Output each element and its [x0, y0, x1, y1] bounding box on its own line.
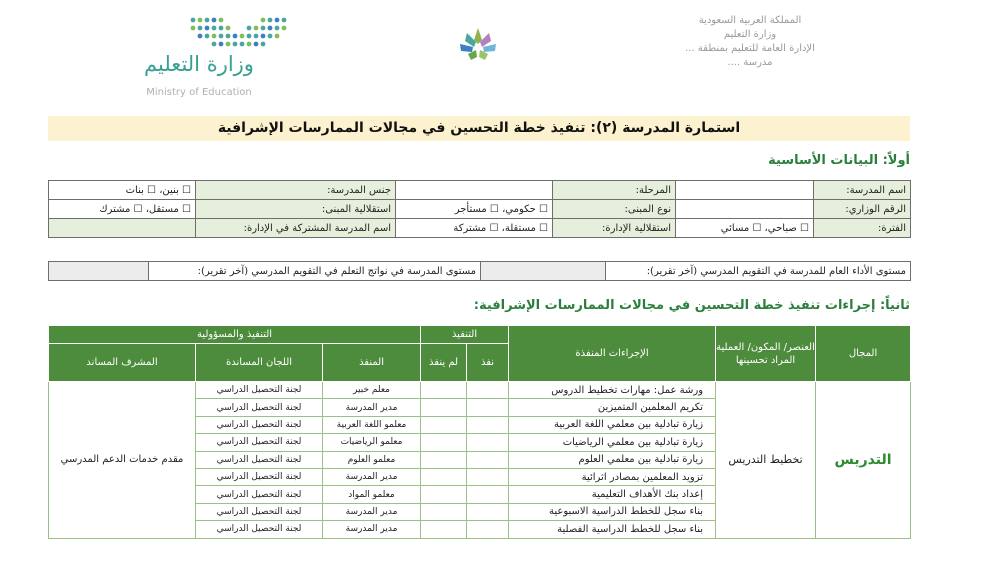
- done-cell[interactable]: [467, 503, 509, 520]
- procedure-cell: تزويد المعلمين بمصادر اثرائية: [509, 468, 716, 485]
- executor-cell: معلمو المواد: [323, 486, 421, 503]
- committee-cell: لجنة التحصيل الدراسي: [196, 503, 323, 520]
- building-type-label: نوع المبنى:: [553, 200, 676, 219]
- vision-leaf-logo-icon: [455, 24, 501, 64]
- performance-row: [49, 262, 911, 281]
- stage-label: المرحلة:: [553, 181, 676, 200]
- committee-cell: لجنة التحصيل الدراسي: [196, 521, 323, 538]
- procedure-cell: إعداد بنك الأهداف التعليمية: [509, 486, 716, 503]
- header-executor: المنفذ: [323, 344, 421, 382]
- done-cell[interactable]: [467, 521, 509, 538]
- section-basic-data-heading: أولاً: البيانات الأساسية: [768, 153, 910, 168]
- committee-cell: لجنة التحصيل الدراسي: [196, 416, 323, 433]
- gender-options[interactable]: ☐ بنين، ☐ بنات: [49, 181, 196, 200]
- learning-outcomes-label: مستوى المدرسة في نواتج التعلم في التقويم المدرسي (آخر تقرير):: [149, 262, 481, 281]
- done-cell[interactable]: [467, 451, 509, 468]
- header-line-3: الإدارة العامة للتعليم بمنطقة ...: [685, 43, 815, 54]
- executor-cell: مدير المدرسة: [323, 521, 421, 538]
- committee-cell: لجنة التحصيل الدراسي: [196, 434, 323, 451]
- committee-cell: لجنة التحصيل الدراسي: [196, 451, 323, 468]
- procedure-cell: بناء سجل للخطط الدراسية الاسبوعية: [509, 503, 716, 520]
- period-label: الفترة:: [814, 219, 911, 238]
- header-not-done: لم ينفذ: [421, 344, 467, 382]
- ministry-logo-english: Ministry of Education: [146, 87, 252, 98]
- not-done-cell[interactable]: [421, 503, 467, 520]
- stage-field[interactable]: [396, 181, 553, 200]
- ministry-logo: [128, 14, 298, 106]
- table-row: [49, 382, 911, 399]
- basic-row-2: [49, 200, 911, 219]
- procedures-table: [48, 325, 911, 539]
- not-done-cell[interactable]: [421, 382, 467, 399]
- header-line-2: وزارة التعليم: [723, 29, 777, 40]
- procedure-cell: زيارة تبادلية بين معلمي العلوم: [509, 451, 716, 468]
- ministry-logo-arabic: وزارة التعليم: [144, 52, 254, 76]
- header-line-4: مدرسة ....: [727, 57, 773, 68]
- school-name-field[interactable]: [676, 181, 814, 200]
- ministry-dots-icon: [188, 14, 288, 50]
- procedure-cell: بناء سجل للخطط الدراسية الفصلية: [509, 521, 716, 538]
- executor-cell: معلمو العلوم: [323, 451, 421, 468]
- not-done-cell[interactable]: [421, 486, 467, 503]
- not-done-cell[interactable]: [421, 434, 467, 451]
- committee-cell: لجنة التحصيل الدراسي: [196, 382, 323, 399]
- overall-performance-label: مستوى الأداء العام للمدرسة في التقويم المدرسي (آخر تقرير):: [606, 262, 911, 281]
- overall-performance-field[interactable]: [481, 262, 606, 281]
- admin-independence-label: استقلالية الإدارة:: [553, 219, 676, 238]
- executor-cell: مدير المدرسة: [323, 468, 421, 485]
- basic-data-table: [48, 180, 911, 238]
- field-cell: التدريس: [816, 382, 911, 539]
- header-line-1: المملكة العربية السعودية: [698, 15, 802, 26]
- done-cell[interactable]: [467, 486, 509, 503]
- gender-label: جنس المدرسة:: [196, 181, 396, 200]
- building-independence-label: استقلالية المبنى:: [196, 200, 396, 219]
- executor-cell: معلمو الرياضيات: [323, 434, 421, 451]
- executor-cell: مدير المدرسة: [323, 503, 421, 520]
- committee-cell: لجنة التحصيل الدراسي: [196, 468, 323, 485]
- ministry-number-field[interactable]: [676, 200, 814, 219]
- procedure-cell: زيارة تبادلية بين معلمي اللغة العربية: [509, 416, 716, 433]
- not-done-cell[interactable]: [421, 416, 467, 433]
- learning-outcomes-field[interactable]: [49, 262, 149, 281]
- header-kingdom-block: [650, 14, 850, 70]
- building-independence-options[interactable]: ☐ مستقل، ☐ مشترك: [49, 200, 196, 219]
- supervisor-cell: مقدم خدمات الدعم المدرسي: [49, 382, 196, 539]
- procedure-cell: تكريم المعلمين المتميزين: [509, 399, 716, 416]
- done-cell[interactable]: [467, 434, 509, 451]
- header-supervisor: المشرف المساند: [49, 344, 196, 382]
- not-done-cell[interactable]: [421, 521, 467, 538]
- element-cell: تخطيط التدريس: [716, 382, 816, 539]
- shared-admin-label: اسم المدرسة المشتركة في الإدارة:: [196, 219, 396, 238]
- header-responsibility: التنفيذ والمسؤولية: [49, 326, 421, 344]
- school-name-label: اسم المدرسة:: [814, 181, 911, 200]
- done-cell[interactable]: [467, 399, 509, 416]
- header-field: المجال: [816, 326, 911, 382]
- committee-cell: لجنة التحصيل الدراسي: [196, 399, 323, 416]
- header-done: نفذ: [467, 344, 509, 382]
- shared-admin-field[interactable]: [49, 219, 196, 238]
- procedure-cell: ورشة عمل: مهارات تخطيط الدروس: [509, 382, 716, 399]
- period-options[interactable]: ☐ صباحي، ☐ مسائي: [676, 219, 814, 238]
- executor-cell: معلم خبير: [323, 382, 421, 399]
- committee-cell: لجنة التحصيل الدراسي: [196, 486, 323, 503]
- header-procedures: الإجراءات المنفذة: [509, 326, 716, 382]
- executor-cell: معلمو اللغة العربية: [323, 416, 421, 433]
- section-procedures-heading: ثانياً: إجراءات تنفيذ خطة التحسين في مجالات الممارسات الإشرافية:: [473, 298, 910, 313]
- done-cell[interactable]: [467, 382, 509, 399]
- not-done-cell[interactable]: [421, 468, 467, 485]
- not-done-cell[interactable]: [421, 399, 467, 416]
- admin-independence-options[interactable]: ☐ مستقلة، ☐ مشتركة: [396, 219, 553, 238]
- header-committees: اللجان المساندة: [196, 344, 323, 382]
- not-done-cell[interactable]: [421, 451, 467, 468]
- done-cell[interactable]: [467, 468, 509, 485]
- building-type-options[interactable]: ☐ حكومي، ☐ مستأجر: [396, 200, 553, 219]
- procedure-cell: زيارة تبادلية بين معلمي الرياضيات: [509, 434, 716, 451]
- basic-row-3: [49, 219, 911, 238]
- performance-table: [48, 261, 911, 281]
- form-title: استمارة المدرسة (٢): تنفيذ خطة التحسين في مجالات الممارسات الإشرافية: [48, 116, 910, 141]
- table-header-row-1: [49, 326, 911, 344]
- header-execution: التنفيذ: [421, 326, 509, 344]
- header-element: العنصر/ المكون/ العملية المراد تحسينها: [716, 326, 816, 382]
- ministry-number-label: الرقم الوزاري:: [814, 200, 911, 219]
- executor-cell: مدير المدرسة: [323, 399, 421, 416]
- done-cell[interactable]: [467, 416, 509, 433]
- basic-row-1: [49, 181, 911, 200]
